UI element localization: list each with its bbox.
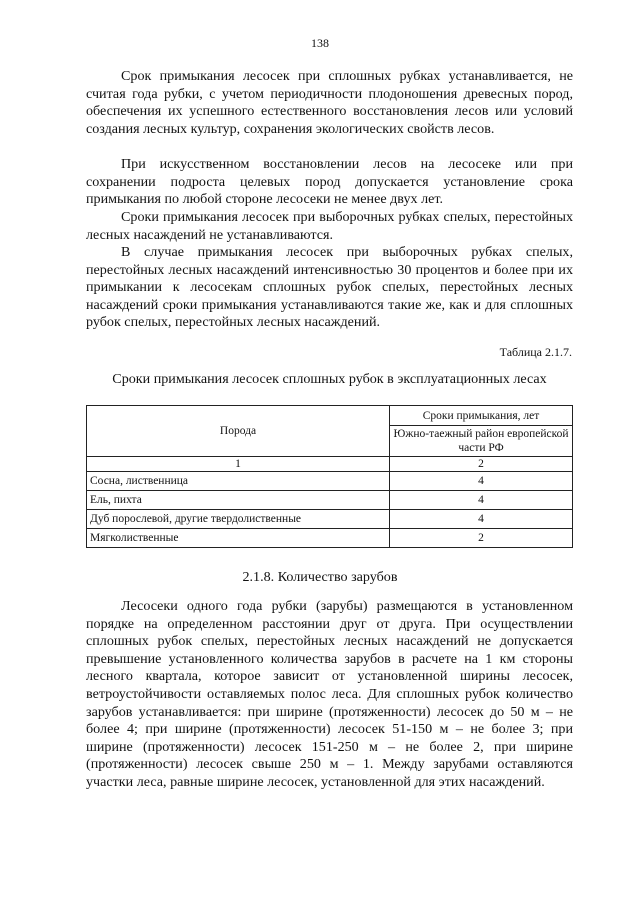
species-cell: Дуб порослевой, другие твердолиственные [87,510,390,529]
table-row [87,510,573,529]
table-title: Сроки примыкания лесосек сплошных рубок в эксплуатационных лесах [112,371,547,387]
species-cell: Ель, пихта [87,491,390,510]
paragraph-artificial-restoration: При искусственном восстановлении лесов на лесосеке или при сохранении подроста целевых пород допускается установление срока примыкания по любой стороне лесосеки не менее двух лет. [86,156,573,208]
paragraph-adjacency-term: Срок примыкания лесосек при сплошных рубках устанавливается, не считая года рубки, с учетом периодичности плодоношения древесных пород, обеспечения их успешного естественного восстановления лесов или условий создания лесных культур, сохранения экологических свойств лесов. [86,68,573,137]
column-number-1: 1 [87,457,390,472]
table-label: Таблица 2.1.7. [499,345,572,359]
species-cell: Мягколиственные [87,529,390,548]
section-heading: 2.1.8. Количество зарубов [242,569,398,585]
years-cell: 4 [390,472,573,491]
species-cell: Сосна, лиственница [87,472,390,491]
paragraph-clearcut-count: Лесосеки одного года рубки (зарубы) размещаются в установленном порядке на определенном расстоянии друг от друга. При осуществлении сплошных рубок спелых, перестойных лесных насаждений не допускается превышение установленного количества зарубов в расчете на 1 км стороны лесного квартала, которое зависит от установленной ширины лесосек, ветроустойчивости оставляемых полос леса. Для сплошных рубок количество зарубов устанавливается: при ширине (протяженности) лесосек до 50 м – не более 4; при ширине (протяженности) лесосек 51-150 м – не более 3; при ширине (протяженности) лесосек 151-250 м – не более 2, при ширине (протяженности) лесосек свыше 250 м – 1. Между зарубами оставляются участки леса, равные ширине лесосек, установленной для этих насаждений. [86,598,573,790]
header-terms: Сроки примыкания, лет [390,406,573,426]
table-row [87,491,573,510]
header-species: Порода [87,406,390,457]
paragraph-selective-felling: Сроки примыкания лесосек при выборочных рубках спелых, перестойных лесных насаждений не устанавливаются. [86,209,573,243]
years-cell: 2 [390,529,573,548]
years-cell: 4 [390,510,573,529]
header-region: Южно-таежный район европейской части РФ [390,426,573,457]
table-row [87,472,573,491]
paragraph-selective-intensity: В случае примыкания лесосек при выборочных рубках спелых, перестойных лесных насаждений интенсивностью 30 процентов и более при их примыкании к лесосекам сплошных рубок спелых, перестойных лесных насаждений сроки примыкания устанавливаются такие же, как и для сплошных рубок спелых, перестойных лесных насаждений. [86,244,573,331]
page-number: 138 [311,36,329,50]
column-number-2: 2 [390,457,573,472]
adjacency-terms-table [86,405,573,548]
years-cell: 4 [390,491,573,510]
table-row [87,529,573,548]
